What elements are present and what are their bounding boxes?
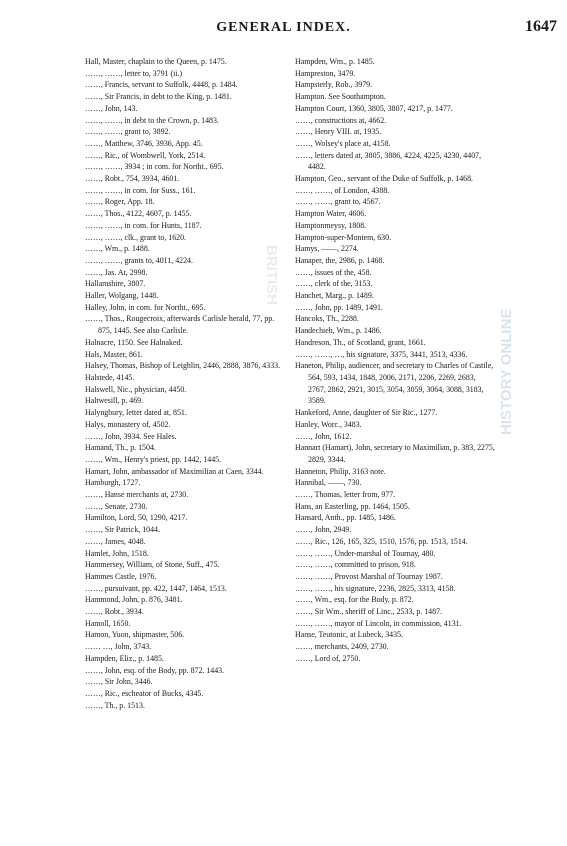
index-entry: ……, Thos., 4122, 4607, p. 1455. xyxy=(85,209,192,219)
index-entry: ……, Sir Patrick, 1044. xyxy=(85,525,160,535)
index-entry: ……, Sir Wm., sheriff of Linc., 2533, p. 1487. xyxy=(295,607,442,617)
index-entry: ……, ……, of London, 4388. xyxy=(295,185,390,195)
index-column-right xyxy=(295,56,495,665)
index-entry: ……, ……, Provost Marshal of Tournay 1987. xyxy=(295,571,443,581)
watermark-left: BRITISH xyxy=(263,245,280,305)
index-entry: Hanse, Teutonic, at Lubeck, 3435. xyxy=(295,630,403,640)
index-entry: Hannart (Hamart), John, secretary to Maximilian, p. 383, 2275, 2829, 3344. xyxy=(295,443,495,464)
index-entry: Hanley, Worc., 3483. xyxy=(295,419,362,429)
index-entry: ……, Senate, 2730. xyxy=(85,501,148,511)
index-entry: ……, Hanse merchants at, 2730. xyxy=(85,490,189,500)
watermark-right: HISTORY ONLINE xyxy=(498,308,515,435)
index-entry: ……, Ric., of Wombwell, York, 2514. xyxy=(85,150,206,160)
index-entry: Halyngbury, letter dated at, 851. xyxy=(85,408,187,418)
index-entry: ……, Wolsey's place at, 4158. xyxy=(295,138,391,148)
index-entry: Hankeford, Anne, daughter of Sir Ric., 1277. xyxy=(295,408,438,418)
index-column-left xyxy=(85,56,283,711)
index-entry: ……, ……, clk., grant to, 1620. xyxy=(85,232,187,242)
index-entry: ……, ……, 3934 ; in com. for Northt., 695. xyxy=(85,162,224,172)
index-entry: ……, Matthew, 3746, 3936, App. 45. xyxy=(85,138,203,148)
index-entry: ……, ……, in debt to the Crown, p. 1483. xyxy=(85,115,219,125)
index-entry: ……, Thomas, letter from, 977. xyxy=(295,490,396,500)
index-entry: ……, Thos., Rougecroix, afterwards Carlisle herald, 77, pp. 875, 1445. See also Carlisle. xyxy=(85,314,275,336)
index-entry: Hanneton, Philip, 3163 note. xyxy=(295,466,386,476)
index-entry: Hanchet, Marg., p. 1489. xyxy=(295,291,374,301)
index-entry: ……, Wm., p. 1488. xyxy=(85,244,150,254)
index-entry: Hampton-super-Montem, 630. xyxy=(295,232,392,242)
index-entry: Hamptonmeysy, 1808. xyxy=(295,220,367,230)
index-entry: ……, John, 2949. xyxy=(295,525,352,535)
index-entry: Hanaper, the, 2986, p. 1468. xyxy=(295,255,385,265)
index-entry: Hampden, Wm., p. 1485. xyxy=(295,57,375,66)
page-header xyxy=(0,20,567,40)
index-entry: Hammersey, William, of Stone, Suff., 475. xyxy=(85,560,220,570)
index-entry: ……, Wm., Henry's priest, pp. 1442, 1445. xyxy=(85,454,222,464)
index-entry: Hancoks, Th., 2288. xyxy=(295,314,359,324)
index-entry: ……, James, 4048. xyxy=(85,536,146,546)
index-entry: ……, Robt., 754, 3934, 4601. xyxy=(85,174,180,184)
index-entry: Hannibal, ——, 730. xyxy=(295,478,362,488)
index-entry: ……, John, 1612. xyxy=(295,431,352,441)
index-entry: Halys, monastery of, 4502. xyxy=(85,419,171,429)
index-entry: Haller, Wolgang, 1448. xyxy=(85,291,159,301)
index-entry: Handechieh, Wm., p. 1486. xyxy=(295,326,382,336)
index-entry: ……, letters dated at, 3805, 3886, 4224, 4225, 4230, 4407, 4482. xyxy=(295,150,482,172)
index-entry: ……, Wm., esq. for the Body, p. 872. xyxy=(295,595,414,605)
index-entry: ……, Roger, App. 18. xyxy=(85,197,155,207)
page-title: GENERAL INDEX. xyxy=(216,20,351,35)
index-entry: Hampsterly, Rob., 3979. xyxy=(295,80,373,90)
index-entry: Hamburgh, 1727. xyxy=(85,478,141,488)
index-entry: Hansard, Anth., pp. 1485, 1486. xyxy=(295,513,396,523)
index-entry: ……, clerk of the, 3153. xyxy=(295,279,373,289)
index-entry: ……, issues of the, 458. xyxy=(295,267,372,277)
index-entry: Haltwesill, p. 469. xyxy=(85,396,144,406)
index-entry: ……, pursuivant, pp. 422, 1447, 1464, 1513. xyxy=(85,583,227,593)
index-entry: ……, ……, grant to, 3892. xyxy=(85,127,171,137)
index-entry: ……, John, pp. 1489, 1491. xyxy=(295,302,383,312)
index-entry: Hamon, Yuon, shipmaster, 506. xyxy=(85,630,185,640)
index-entry: ……, ……, committed to prison, 918. xyxy=(295,560,416,570)
index-entry: ……, John, 143. xyxy=(85,103,138,113)
index-entry: ……, ……, letter to, 3791 (ii.) xyxy=(85,68,183,78)
index-entry: Haneton, Philip, audiencer, and secretary to Charles of Castile, 564, 593, 1434, 1848, 2006, 2171, 2206, 2269, 2683, 2767, 2862, 2921, 3015, 3054, 3059, 3064, 3088, 3183, 3589. xyxy=(295,361,494,406)
index-entry: ……, ……, mayor of Lincoln, in commission, 4131. xyxy=(295,618,462,628)
index-entry: Hall, Master, chaplain to the Queen, p. 1475. xyxy=(85,57,227,66)
index-entry: Hampton, Geo., servant of the Duke of Suffolk, p. 1468. xyxy=(295,174,474,184)
index-entry: Hans, an Easterling, pp. 1464, 1505. xyxy=(295,501,410,511)
index-entry: Halsey, Thomas, Bishop of Leighlin, 2446, 2888, 3876, 4333. xyxy=(85,361,281,371)
index-entry: ……, John, esq. of the Body, pp. 872. 1443. xyxy=(85,665,225,675)
index-entry: ……, Ric., escheator of Bucks, 4345. xyxy=(85,688,204,698)
index-entry: Hamand, Th., p. 1504. xyxy=(85,443,156,453)
index-entry: ……, constructions at, 4662. xyxy=(295,115,387,125)
index-entry: ……, ……, grant to, 4567. xyxy=(295,197,381,207)
index-entry: ……, Jas. At, 2998. xyxy=(85,267,148,277)
index-entry: Hamoll, 1650. xyxy=(85,618,131,628)
index-entry: Hampden, Eliz., p. 1485. xyxy=(85,653,164,663)
index-entry: ……, Henry VIII. at, 1935. xyxy=(295,127,382,137)
index-entry: Hamilton, Lord, 50, 1290, 4217. xyxy=(85,513,188,523)
index-entry: Hampton Water, 4606. xyxy=(295,209,367,219)
index-entry: Hampreston, 3479. xyxy=(295,68,356,78)
index-entry: Hallamshire, 3807. xyxy=(85,279,146,289)
index-entry: ……, Francis, servant to Suffolk, 4448, p. 1484. xyxy=(85,80,238,90)
index-entry: Hampton. See Southampton. xyxy=(295,92,386,102)
index-entry: Hals, Master, 861. xyxy=(85,349,143,359)
index-entry: ……, ……, grants to, 4011, 4224. xyxy=(85,255,193,265)
index-entry: Handreson, Th., of Scotland, grant, 1661. xyxy=(295,337,426,347)
index-entry: ……, ……, in com. for Hunts, 1187. xyxy=(85,220,202,230)
index-entry: Halstede, 4145. xyxy=(85,372,135,382)
index-entry: ……, Th., p. 1513. xyxy=(85,700,145,710)
index-entry: ……, merchants, 2409, 2730. xyxy=(295,642,389,652)
index-entry: Hampton Court, 1360, 3805, 3807, 4217, p. 1477. xyxy=(295,103,453,113)
index-entry: ……, ……, Under-marshal of Tournay, 480. xyxy=(295,548,436,558)
index-entry: Hamart, John, ambassador of Maximilian at Caen, 3344. xyxy=(85,466,264,476)
index-entry: ……, Sir Francis, in debt to the King, p. 1481. xyxy=(85,92,232,102)
index-entry: Hamlet, John, 1518. xyxy=(85,548,149,558)
index-entry: Halswell, Nic., physician, 4450. xyxy=(85,384,187,394)
index-entry: Hammond, John, p. 876, 3481. xyxy=(85,595,183,605)
index-entry: ……, Lord of, 2750. xyxy=(295,653,361,663)
index-entry: ……, Robt., 3934. xyxy=(85,607,144,617)
index-entry: ……, Sir John, 3446. xyxy=(85,677,153,687)
index-entry: Hammes Castle, 1976. xyxy=(85,571,157,581)
index-entry: ……, Ric., 126, 165, 325, 1510, 1576, pp. 1513, 1514. xyxy=(295,536,468,546)
page-number: 1647 xyxy=(525,18,557,35)
index-entry: Halley, John, in com. for Northt., 695. xyxy=(85,302,206,312)
index-entry: Hamys, ——, 2274. xyxy=(295,244,359,254)
index-entry: ……, ……, …, his signature, 3375, 3441, 3513, 4336. xyxy=(295,349,468,359)
index-entry: …… …, John, 3743. xyxy=(85,642,152,652)
index-entry: Halnacre, 1150. See Halnaked. xyxy=(85,337,183,347)
index-entry: ……, ……, his signature, 2236, 2825, 3313, 4158. xyxy=(295,583,456,593)
index-entry: ……, John, 3934. See Hales. xyxy=(85,431,177,441)
index-entry: ……, ……, in com. for Suss., 161. xyxy=(85,185,196,195)
